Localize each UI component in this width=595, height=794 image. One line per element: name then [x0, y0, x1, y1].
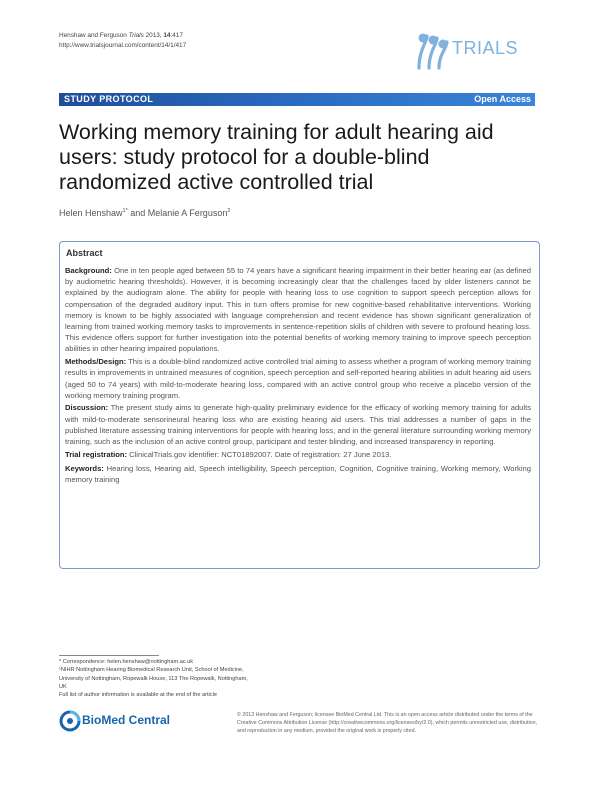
- author-separator: and: [127, 208, 148, 218]
- trials-logo-text: TRIALS: [452, 38, 519, 58]
- citation-authors: Henshaw and Ferguson: [59, 32, 129, 39]
- correspondence-note: * Correspondence: helen.henshaw@nottingham.ac.uk: [59, 659, 194, 665]
- citation-pages: :417: [170, 32, 183, 39]
- author-name: Melanie A Ferguson: [147, 208, 228, 218]
- section-label: Discussion:: [65, 403, 109, 413]
- author-list: [59, 208, 230, 218]
- section-label: Trial registration:: [65, 449, 128, 459]
- section-text: Hearing loss, Hearing aid, Speech intelligibility, Speech perception, Cognition, Cognitive training, Working memory, Working memory training: [65, 463, 531, 485]
- author-info-note: Full list of author information is available at the end of the article: [59, 692, 217, 699]
- author-affiliation-marker: 2: [227, 208, 231, 214]
- section-text: The present study aims to generate high-quality preliminary evidence for the efficacy of working memory training for adults with mild-to-moderate sensorineural hearing loss who are existing hearing aid users. This trial addresses a number of gaps in the published literature assessing training interventions for people with hearing loss, and in the general literature surrounding working memory training, such as the inclusion of an active control group, participant and tester blinding, and increased transparency in reporting.: [65, 403, 531, 447]
- article-title: Working memory training for adult hearing aid users: study protocol for a double-blind randomized active controlled trial: [59, 120, 494, 194]
- abstract-keywords: [65, 463, 531, 485]
- author-name: Helen Henshaw: [59, 208, 123, 218]
- license-text: © 2013 Henshaw and Ferguson; licensee BioMed Central Ltd. This is an open access article distributed under the terms of the Creative Commons Attribution License (http://creativecommons.org/licenses/by/2.0), which permits unrestricted use, distribution, and reproduction in any medium, provided the original work is properly cited.: [237, 712, 537, 734]
- abstract-registration: [65, 449, 531, 460]
- article-type-label: STUDY PROTOCOL: [64, 94, 154, 104]
- citation-year: 2013,: [143, 32, 164, 39]
- section-label: Background:: [65, 266, 112, 275]
- citation-volume: 14: [163, 32, 171, 39]
- abstract-heading: Abstract: [66, 248, 103, 258]
- abstract-discussion: [65, 402, 531, 447]
- section-label: Methods/Design:: [65, 357, 127, 367]
- affiliation-note: University of Nottingham, Ropewalk House, 113 The Ropewalk, Nottingham,: [59, 675, 248, 682]
- article-citation: [59, 31, 186, 50]
- affiliation-note: ¹NIHR Nottingham Hearing Biomedical Research Unit, School of Medicine,: [59, 667, 244, 674]
- section-label: Keywords:: [65, 463, 104, 473]
- biomed-central-logo-text: BioMed Central: [82, 713, 171, 727]
- section-text: ClinicalTrials.gov identifier: NCT01892007. Date of registration: 27 June 2013.: [127, 449, 392, 459]
- citation-line: [59, 31, 186, 41]
- abstract-background: [65, 265, 531, 355]
- affiliation-note: UK: [59, 683, 67, 690]
- footnote-divider: [59, 655, 159, 656]
- abstract-body: [65, 265, 531, 487]
- citation-journal: Trials: [128, 32, 144, 39]
- open-access-label: Open Access: [474, 94, 531, 104]
- article-url[interactable]: http://www.trialsjournal.com/content/14/1/417: [59, 41, 187, 49]
- section-text: One in ten people aged between 55 to 74 years have a significant hearing impairment in their better hearing ear (as defined by audiometric hearing thresholds). However, it is becoming increasingly clear that the challenges faced by older listeners cannot be explained by the audiogram alone. The ability for people with hearing loss to use cognition to support speech perception allows for compensation of the degraded auditory input. This in turn offers promise for new cognitive-based rehabilitative interventions. Working memory is known to be highly associated with language comprehension and recent evidence has shown significant generalization of learning from trained working memory tasks to improvements in sentence-repetition skills of children with severe to profound hearing loss. This evidence offers support for further investigation into the potential benefits of working memory training to improve speech perception abilities in other hearing impaired populations.: [65, 266, 531, 354]
- abstract-methods: [65, 356, 531, 401]
- author-affiliation-marker: 1*: [122, 208, 128, 214]
- section-text: This is a double-blind randomized active controlled trial aiming to assess whether a program of working memory training results in improvements in untrained measures of cognition, speech perception and self-reported hearing abilities in adult hearing aid users (aged 50 to 74 years) with mild-to-moderate hearing loss, compared with an active control group who receive a placebo version of the working memory training program.: [65, 357, 532, 400]
- footnotes: [59, 658, 289, 699]
